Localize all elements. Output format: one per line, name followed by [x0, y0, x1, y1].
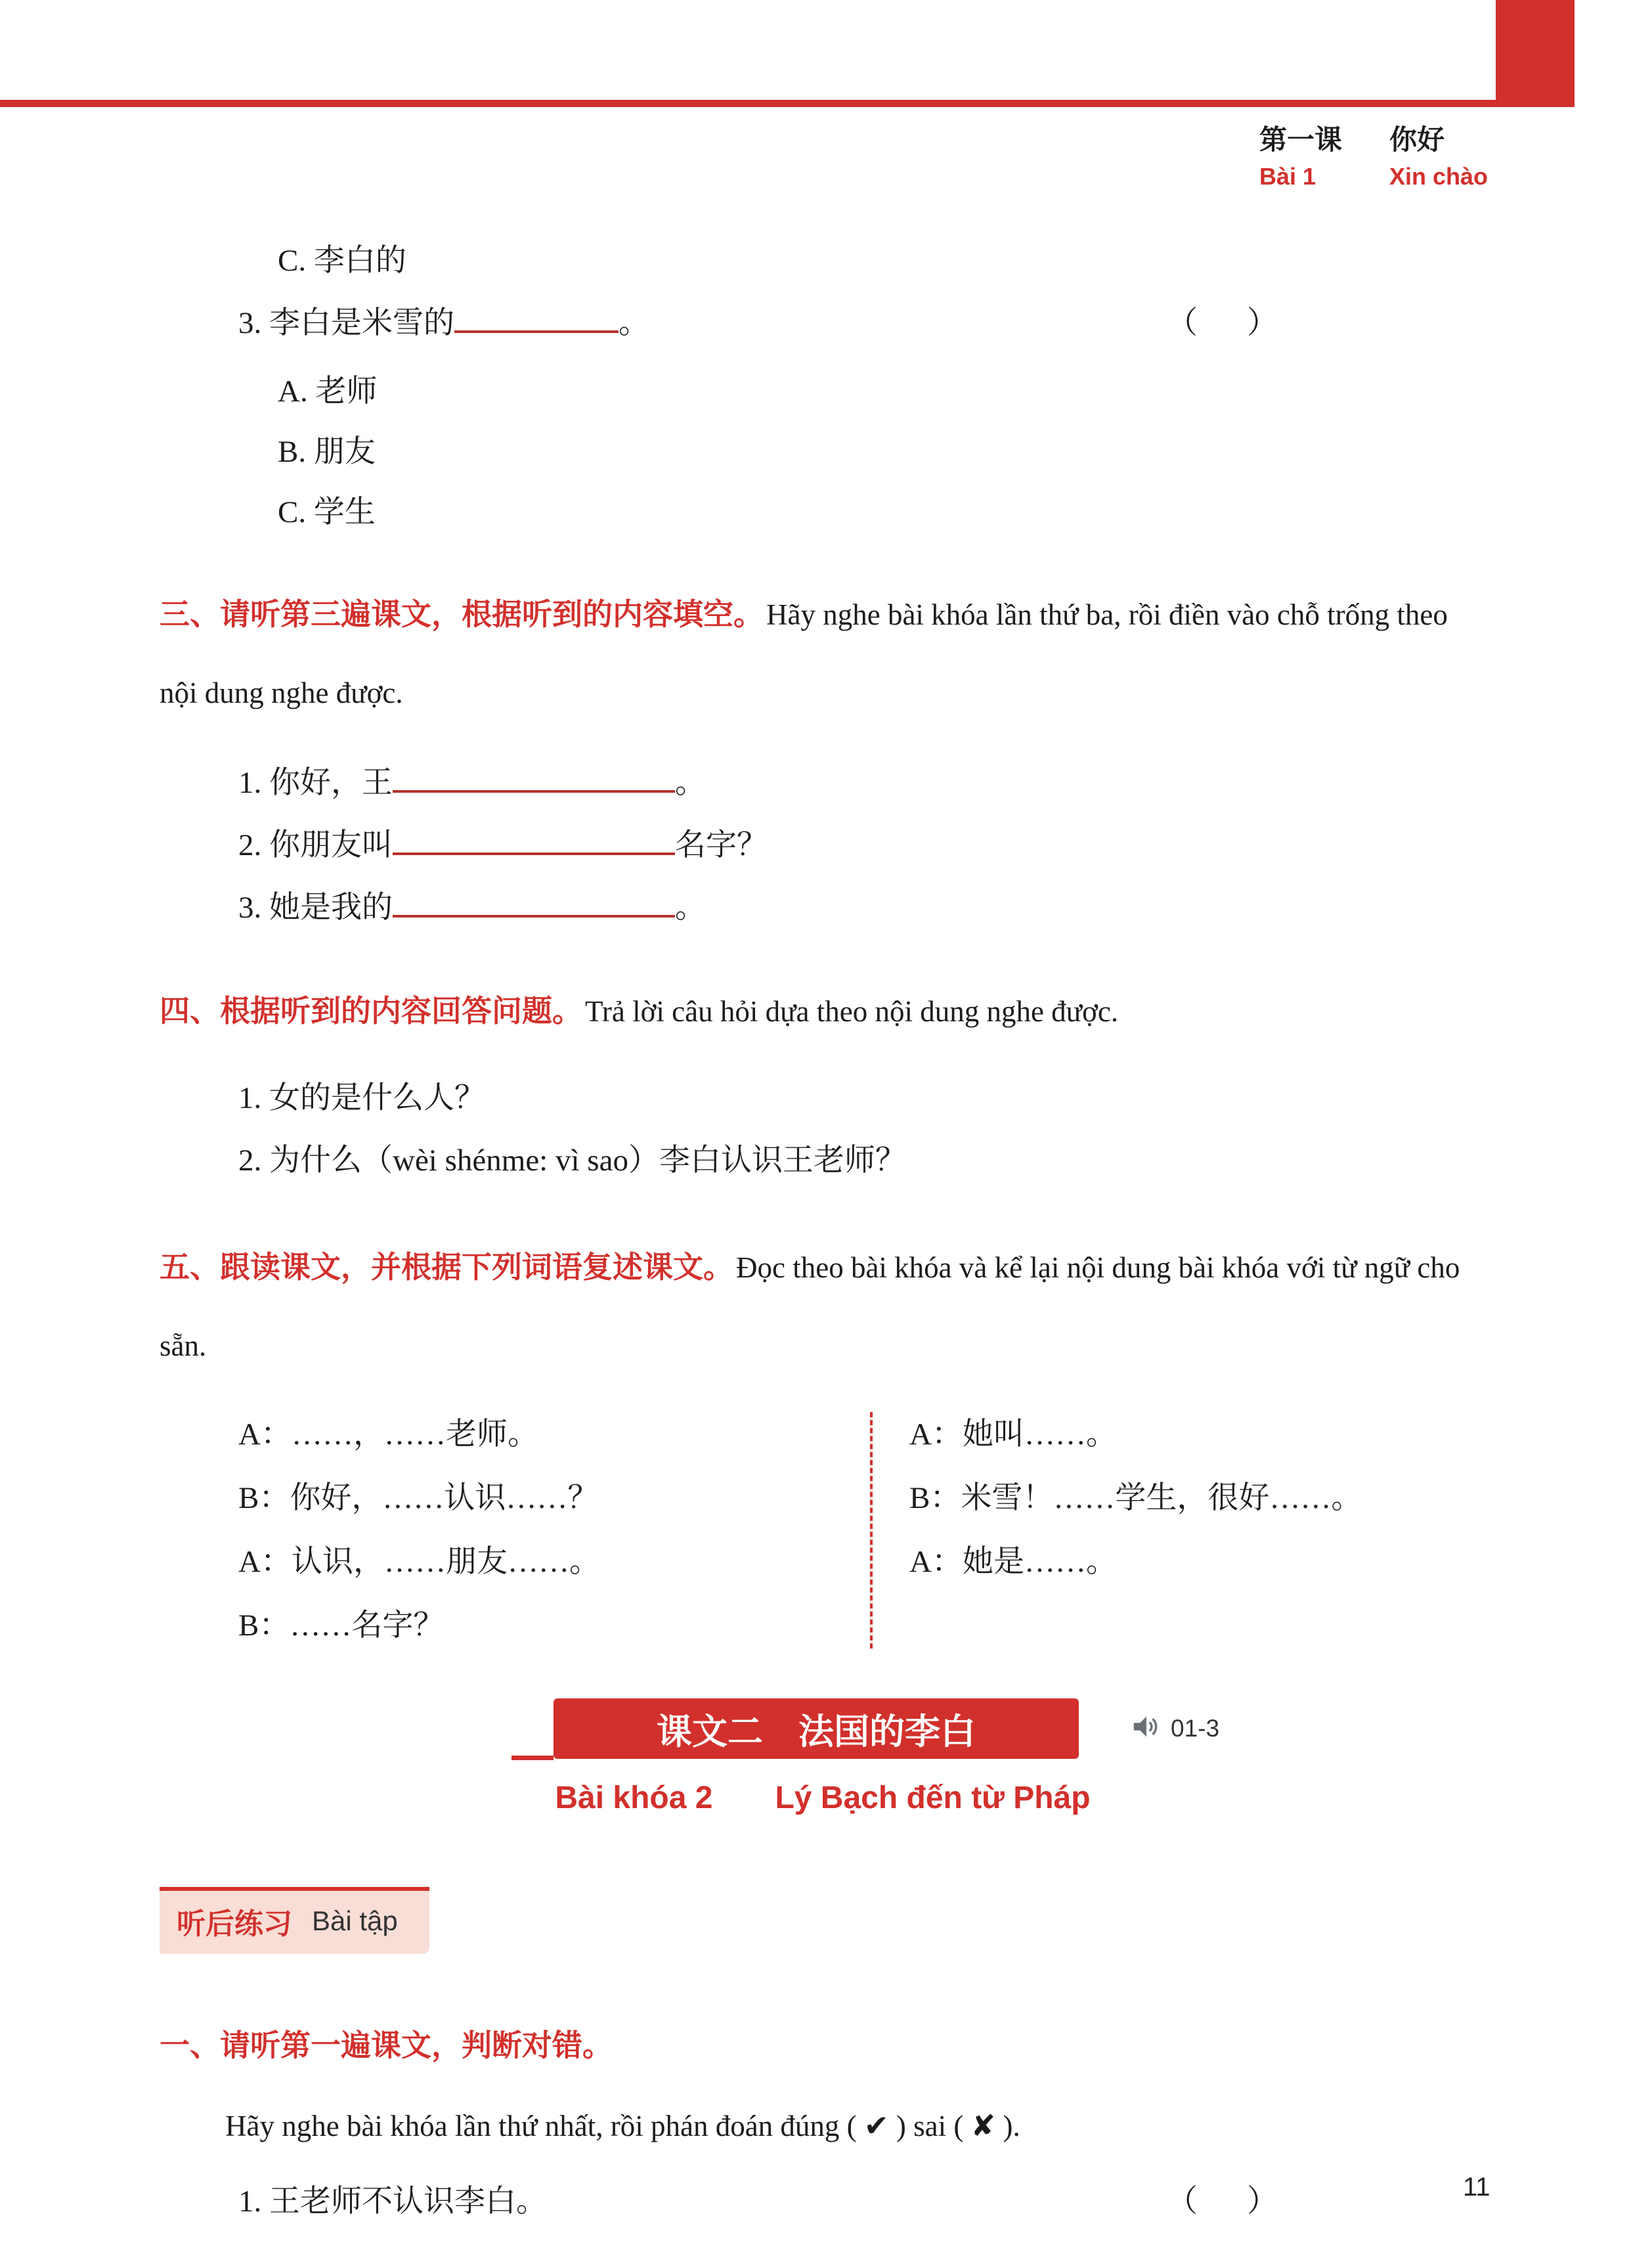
retell-dialogue: [160, 1403, 1486, 1658]
fill-blank: [393, 787, 675, 793]
lesson2-banner-row: [160, 1698, 1486, 1760]
fill-blank: [454, 328, 619, 333]
lesson2-title-vi: [160, 1780, 1486, 1816]
exercises-badge-vi: Bài tập: [312, 1905, 398, 1936]
top-rule: [0, 100, 1575, 107]
section-3-heading: [160, 579, 1486, 736]
question-3-text: 李白是米雪的: [269, 306, 454, 340]
page-content: [160, 230, 1486, 2233]
speaker-icon: [1130, 1712, 1160, 1745]
section-5-heading-zh: 五、跟读课文，并根据下列词语复述课文。: [160, 1250, 733, 1284]
exercise-1-item-1-text: 1. 王老师不认识李白。: [238, 2184, 547, 2219]
lesson2-title-vi-label: Bài khóa 2: [555, 1781, 713, 1815]
fill-blank: [393, 850, 675, 855]
section-4-heading: [160, 975, 1486, 1054]
question-3-row: [238, 292, 1486, 355]
option-a: A. 老师: [278, 374, 378, 409]
lesson2-title-vi-text: Lý Bạch đến từ Pháp: [775, 1781, 1091, 1815]
exercise-1-item-1: [238, 2171, 1486, 2233]
section-5-heading: [160, 1231, 1486, 1388]
audio-track: [1130, 1712, 1219, 1745]
exercise-1-instruction-vi: Hãy nghe bài khóa lần thứ nhất, rồi phán đoán đúng ( ✔ ) sai ( ✘ ).: [225, 2110, 1020, 2142]
section-3-heading-zh: 三、请听第三遍课文，根据听到的内容填空。: [160, 597, 764, 631]
lesson-title-zh: 你好: [1389, 124, 1445, 155]
fill-item-1-number: 1.: [238, 766, 262, 800]
question-item: 1. 女的是什么人？: [238, 1081, 485, 1115]
fill-item-2-after: 名字？: [675, 828, 768, 862]
exercise-1-heading: [160, 2010, 1486, 2089]
dialogue-line: A：她是……。: [909, 1545, 1117, 1579]
dialogue-line: A：认识，……朋友……。: [238, 1545, 600, 1579]
corner-red-block: [1496, 0, 1575, 107]
section-5-heading-vi: Đọc theo bài khóa và kể lại nội dung bài khóa với từ ngữ cho sẵn.: [160, 1251, 1460, 1362]
fill-item-3-text: 她是我的: [269, 891, 393, 925]
question-3-period: 。: [619, 306, 649, 340]
section-3-items: [160, 752, 1486, 939]
badge-row: [160, 1816, 1486, 1954]
page-number: 11: [1463, 2173, 1490, 2202]
option-c: C. 学生: [278, 495, 376, 529]
option-b: B. 朋友: [278, 435, 376, 469]
question-3-number: 3.: [238, 306, 262, 340]
fill-item-3-after: 。: [675, 891, 706, 925]
question-3-options: [278, 361, 1486, 542]
fill-item-1-text: 你好，王: [269, 766, 393, 800]
answer-parentheses: （ ）: [1167, 306, 1287, 340]
exercises-badge: [160, 1887, 429, 1954]
fill-blank: [393, 912, 675, 918]
lesson-number-vi: Bài 1: [1259, 163, 1316, 190]
section-4-heading-vi: Trả lời câu hỏi dựa theo nội dung nghe được.: [585, 995, 1119, 1028]
section-3-heading-vi: Hãy nghe bài khóa lần thứ ba, rồi điền vào chỗ trống theo nội dung nghe được.: [160, 598, 1448, 709]
option-c-previous: C. 李白的: [278, 244, 406, 278]
question-item: 2. 为什么（wèi shénme: vì sao）李白认识王老师？: [238, 1143, 906, 1178]
dialogue-line: B：你好，……认识……？: [238, 1481, 599, 1515]
fill-item-1: [238, 752, 1486, 814]
fill-item-3: [238, 877, 1486, 939]
lesson-header: [1259, 118, 1488, 190]
dialogue-left-column: [238, 1403, 870, 1658]
section-4-items: [160, 1067, 1486, 1192]
fill-item-1-after: 。: [675, 766, 706, 800]
lesson-title-vi: Xin chào: [1389, 163, 1489, 190]
lesson-number-zh: 第一课: [1259, 124, 1343, 155]
fill-item-3-number: 3.: [238, 891, 262, 925]
dialogue-line: A：她叫……。: [909, 1417, 1117, 1451]
dialogue-right-column: [873, 1403, 1362, 1658]
audio-track-label: 01-3: [1171, 1714, 1220, 1742]
exercises-badge-zh: 听后练习: [177, 1908, 292, 1940]
fill-item-2-text: 你朋友叫: [269, 828, 393, 862]
dialogue-line: A：……，……老师。: [238, 1417, 538, 1451]
lesson2-banner: 课文二 法国的李白: [554, 1698, 1079, 1759]
fill-item-2: [238, 814, 1486, 877]
dialogue-line: B：……名字？: [238, 1608, 445, 1643]
section-4-heading-zh: 四、根据听到的内容回答问题。: [160, 994, 582, 1028]
exercise-1-heading-zh: 一、请听第一遍课文，判断对错。: [160, 2028, 613, 2062]
fill-item-2-number: 2.: [238, 828, 262, 862]
dialogue-line: B：米雪！……学生，很好……。: [909, 1481, 1362, 1515]
answer-parentheses: （ ）: [1167, 2184, 1287, 2219]
